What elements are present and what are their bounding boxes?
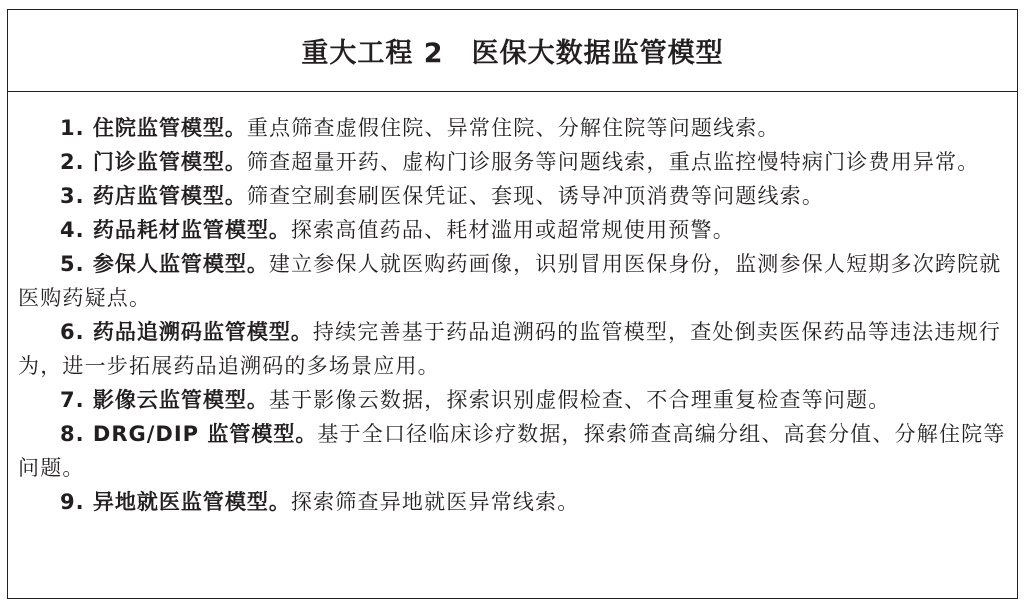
- item-heading: 7. 影像云监管模型。: [60, 388, 269, 412]
- item-body: 筛查空刷套刷医保凭证、套现、诱导冲顶消费等问题线索。: [246, 184, 825, 208]
- item-body: 建立参保人就医购药画像，识别冒用医保身份，监测参保人短期多次跨院就医购药疑点。: [18, 252, 1002, 310]
- item-body: 基于全口径临床诊疗数据，探索筛查高编分组、高套分值、分解住院等问题。: [18, 422, 1006, 480]
- item-heading: 4. 药品耗材监管模型。: [60, 218, 291, 242]
- list-item: [18, 213, 1009, 247]
- item-heading: 2. 门诊监管模型。: [60, 150, 247, 174]
- list-item: [18, 179, 1009, 213]
- item-body: 持续完善基于药品追溯码的监管模型，查处倒卖医保药品等违法违规行为，进一步拓展药品追溯码的多场景应用。: [18, 320, 1002, 378]
- list-item: [18, 485, 1009, 519]
- list-item: [18, 315, 1009, 383]
- list-item: [18, 145, 1009, 179]
- item-body: 重点筛查虚假住院、异常住院、分解住院等问题线索。: [246, 116, 780, 140]
- item-heading: 5. 参保人监管模型。: [60, 252, 269, 276]
- item-body: 探索筛查异地就医异常线索。: [290, 490, 580, 514]
- box-header: [8, 10, 1017, 92]
- list-item: [18, 417, 1009, 485]
- item-heading: 3. 药店监管模型。: [60, 184, 247, 208]
- item-heading: 1. 住院监管模型。: [60, 116, 247, 140]
- list-item: [18, 383, 1009, 417]
- item-heading: 9. 异地就医监管模型。: [60, 490, 291, 514]
- item-body: 探索高值药品、耗材滥用或超常规使用预警。: [290, 218, 735, 242]
- list-item: [18, 111, 1009, 145]
- project-box: [7, 9, 1018, 599]
- item-list: [8, 92, 1017, 519]
- item-body: 基于影像云数据，探索识别虚假检查、不合理重复检查等问题。: [268, 388, 891, 412]
- item-heading: 8. DRG/DIP 监管模型。: [60, 422, 318, 446]
- box-title: 重大工程 2 医保大数据监管模型: [301, 38, 724, 69]
- item-body: 筛查超量开药、虚构门诊服务等问题线索，重点监控慢特病门诊费用异常。: [246, 150, 980, 174]
- list-item: [18, 247, 1009, 315]
- item-heading: 6. 药品追溯码监管模型。: [60, 320, 313, 344]
